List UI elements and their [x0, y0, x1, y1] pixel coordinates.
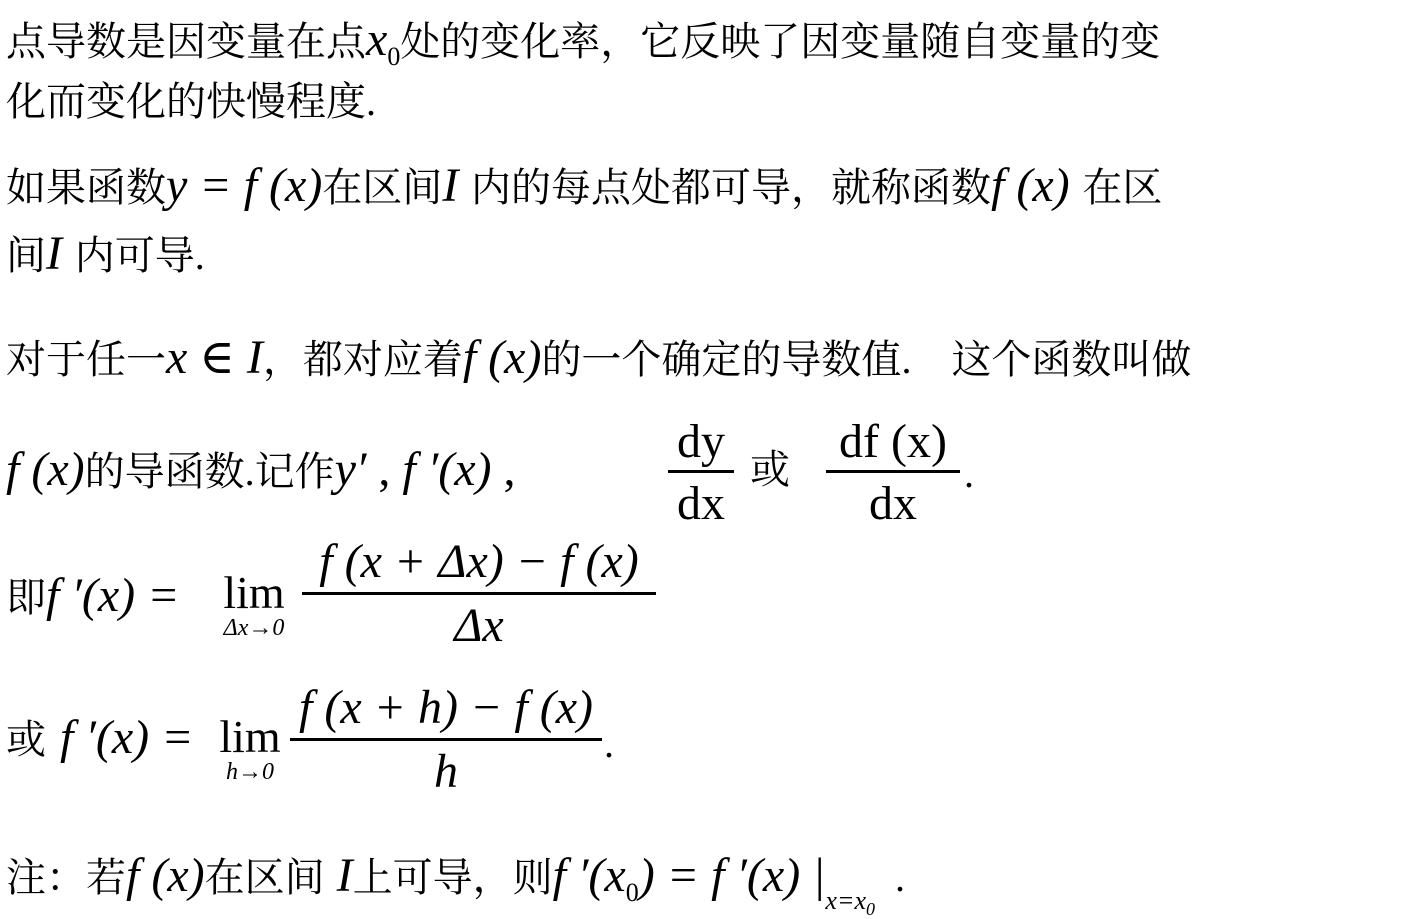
math-x: x: [366, 13, 388, 66]
limit-definition-delta: [6, 569, 180, 622]
note-line: [6, 849, 906, 919]
text-segment: 在区间: [322, 165, 443, 211]
math-f-prime: f ′(x): [402, 443, 492, 496]
text-segment: 如果函数: [6, 165, 166, 211]
evaluation-condition: [825, 886, 876, 919]
math-f-prime-x0: f ′(x: [552, 849, 626, 902]
limit-definition-h: [6, 711, 194, 764]
condition-text: x=x: [825, 886, 867, 915]
comma: ,: [491, 443, 516, 496]
fraction-bar: [290, 738, 602, 741]
numerator-text: dy: [677, 415, 725, 468]
fraction-denominator: [668, 476, 734, 531]
text-segment: 这个函数叫做: [951, 337, 1192, 383]
fraction-bar: [826, 470, 960, 473]
or-word: [750, 447, 790, 493]
differentiable-line-1: [6, 159, 1163, 212]
fraction-denominator: [290, 744, 602, 799]
fraction-numerator: [668, 414, 734, 469]
limit-operator: [214, 567, 294, 641]
text-segment: 记作: [254, 449, 335, 495]
math-y-prime: y′: [334, 443, 367, 496]
fraction-difference-quotient-h: [290, 680, 602, 800]
text-segment: 处的变化率，它反映了因变量随自变量的变: [400, 19, 1161, 65]
denominator-text: Δx: [454, 599, 504, 652]
math-expression: y = f (x): [166, 159, 323, 212]
numerator-text: f (x + Δx) − f (x): [319, 535, 639, 588]
math-expression: f (x): [462, 331, 542, 384]
lim-word: lim: [223, 567, 285, 618]
math-interval-I: I: [46, 227, 62, 280]
math-f-prime-lhs: f ′(x) =: [60, 711, 194, 764]
period: .: [901, 337, 912, 382]
denominator-text: dx: [677, 477, 725, 530]
denominator-text: dx: [869, 477, 917, 530]
period: .: [366, 79, 376, 124]
fraction-dy-dx: [668, 414, 734, 534]
math-expression: ) = f ′(x) |: [638, 849, 826, 902]
comma: ,: [366, 443, 403, 496]
fraction-denominator: [826, 476, 960, 531]
text-segment: 上可导，则: [352, 855, 553, 901]
math-subscript: 0: [387, 42, 401, 71]
denominator-text: h: [434, 745, 458, 798]
definition-line-2: [6, 79, 376, 125]
fraction-numerator: [826, 414, 960, 469]
text-segment: 在区间: [204, 855, 325, 901]
text-segment: 或: [750, 447, 790, 493]
condition-subscript: 0: [866, 899, 876, 919]
period: .: [895, 855, 906, 900]
text-segment: 的导函数: [84, 449, 245, 495]
text-segment: 间: [6, 233, 46, 279]
period: .: [194, 233, 205, 278]
period: .: [964, 451, 974, 496]
notation-line: [6, 443, 516, 496]
text-segment: 对于任一: [6, 337, 166, 383]
lim-word: lim: [219, 711, 281, 762]
text-segment: 点导数是因变量在点: [6, 19, 366, 65]
text-segment: 在区: [1069, 165, 1163, 211]
math-expression: x ∈ I: [166, 331, 263, 384]
numerator-text: f (x + h) − f (x): [299, 681, 593, 734]
fraction-numerator: [302, 534, 656, 589]
fraction-denominator: [302, 598, 656, 653]
math-interval-I: I: [442, 159, 459, 212]
lim-subscript: h→0: [226, 759, 274, 785]
limit-operator: [212, 711, 288, 785]
fraction-difference-quotient-delta: [302, 534, 656, 654]
math-expression: f (x): [6, 443, 85, 496]
fraction-bar: [668, 470, 734, 473]
period: .: [604, 721, 614, 766]
text-segment: 注：若: [6, 855, 126, 901]
text-segment: 化而变化的快慢程度: [6, 79, 366, 125]
text-segment: 的一个确定的导数值: [541, 337, 902, 383]
text-segment: 内可导: [61, 233, 195, 279]
period: .: [244, 449, 255, 494]
math-f-prime-lhs: f ′(x) =: [46, 569, 180, 622]
math-expression: f (x): [126, 849, 205, 902]
math-interval-I: I: [336, 849, 353, 902]
math-subscript: 0: [625, 878, 639, 907]
definition-line-1: [6, 13, 1161, 71]
text-segment: 或: [6, 717, 46, 763]
text-segment: 内的每点处都可导，就称函数: [458, 165, 992, 211]
fraction-df-dx: [826, 414, 960, 534]
fraction-bar: [302, 592, 656, 595]
differentiable-line-2: [6, 227, 205, 280]
numerator-text: df (x): [839, 415, 947, 468]
math-expression: f (x): [991, 159, 1070, 212]
lim-subscript: Δx→0: [223, 615, 285, 641]
text-segment: ，都对应着: [262, 337, 463, 383]
fraction-numerator: [290, 680, 602, 735]
derivative-function-line-1: [6, 331, 1192, 384]
text-segment: 即: [6, 575, 46, 621]
